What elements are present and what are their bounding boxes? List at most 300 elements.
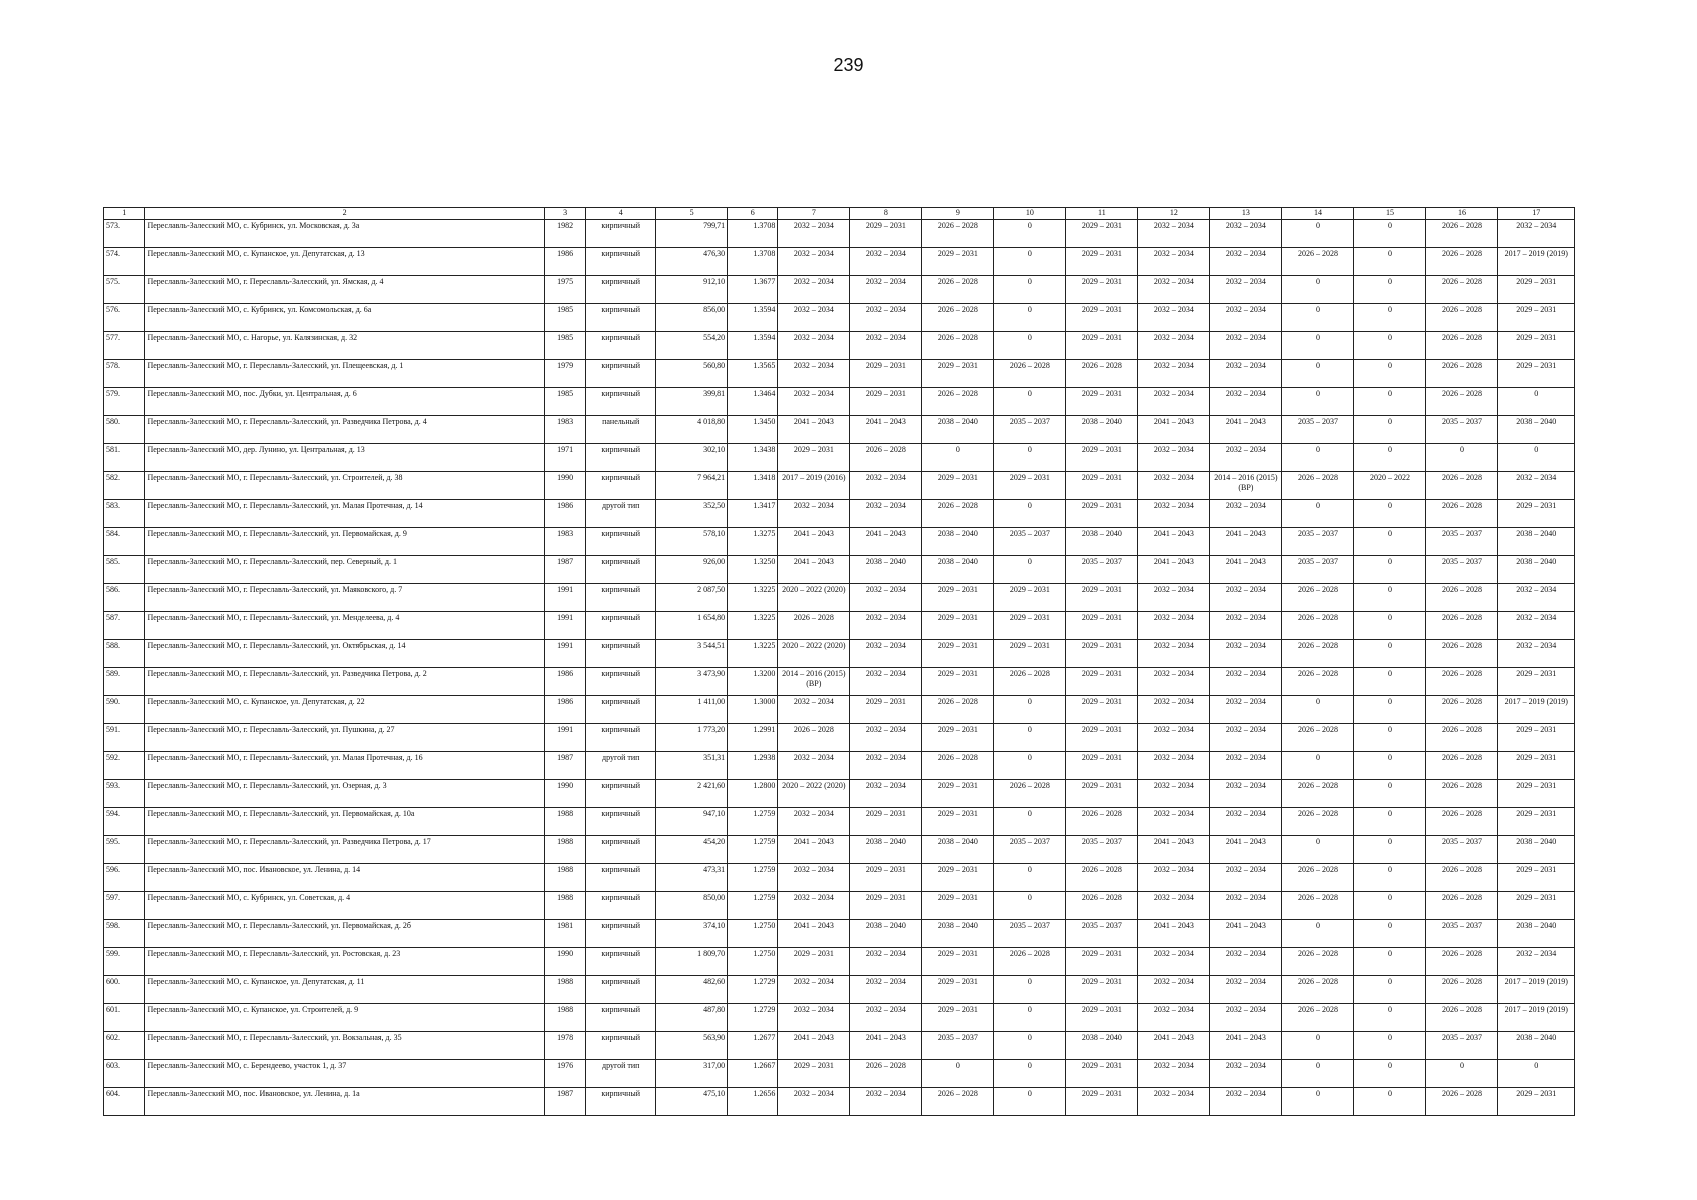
table-row (104, 584, 1575, 612)
table-cell: 2032 – 2034 (1210, 584, 1282, 612)
table-cell: 2014 – 2016 (2015) (ВР) (1210, 472, 1282, 500)
table-cell: 2026 – 2028 (1426, 248, 1498, 276)
table-cell: 596. (104, 864, 145, 892)
column-header: 14 (1282, 208, 1354, 220)
table-cell: 0 (1354, 1088, 1426, 1116)
table-cell: 2035 – 2037 (922, 1032, 994, 1060)
table-cell: 578. (104, 360, 145, 388)
table-cell: 2032 – 2034 (1498, 612, 1575, 640)
table-cell: 1.3250 (728, 556, 778, 584)
table-cell: 0 (994, 556, 1066, 584)
table-cell: 2026 – 2028 (1066, 864, 1138, 892)
table-cell: 2041 – 2043 (1210, 556, 1282, 584)
table-cell: 2029 – 2031 (850, 360, 922, 388)
table-cell: 1988 (544, 836, 585, 864)
table-cell: 473,31 (656, 864, 728, 892)
table-cell: 1986 (544, 696, 585, 724)
table-cell: 1.2750 (728, 948, 778, 976)
table-cell: 2032 – 2034 (1138, 1004, 1210, 1032)
table-cell: 2026 – 2028 (1282, 724, 1354, 752)
table-cell: 2032 – 2034 (1138, 276, 1210, 304)
table-cell: 2041 – 2043 (850, 1032, 922, 1060)
table-row (104, 1060, 1575, 1088)
table-cell: 0 (1282, 332, 1354, 360)
table-cell: 1979 (544, 360, 585, 388)
table-cell: Переславль-Залесский МО, г. Переславль-Залесский, ул. Ростовская, д. 23 (145, 948, 544, 976)
table-cell: 582. (104, 472, 145, 500)
table-cell: 1.2938 (728, 752, 778, 780)
table-cell: Переславль-Залесский МО, г. Переславль-Залесский, ул. Ямская, д. 4 (145, 276, 544, 304)
table-cell: Переславль-Залесский МО, г. Переславль-Залесский, ул. Разведчика Петрова, д. 2 (145, 668, 544, 696)
table-cell: 2029 – 2031 (1498, 724, 1575, 752)
table-row (104, 1088, 1575, 1116)
table-cell: 2026 – 2028 (1282, 892, 1354, 920)
table-cell: 399,81 (656, 388, 728, 416)
table-cell: 2032 – 2034 (1210, 1088, 1282, 1116)
table-cell: 2035 – 2037 (994, 416, 1066, 444)
table-cell: 352,50 (656, 500, 728, 528)
table-cell: 2026 – 2028 (1282, 612, 1354, 640)
table-cell: кирпичный (586, 444, 656, 472)
table-cell: 0 (1354, 276, 1426, 304)
table-row (104, 1032, 1575, 1060)
table-cell: 0 (1354, 220, 1426, 248)
column-header: 16 (1426, 208, 1498, 220)
table-cell: 2014 – 2016 (2015) (ВР) (778, 668, 850, 696)
table-cell: 2029 – 2031 (922, 948, 994, 976)
table-cell: кирпичный (586, 556, 656, 584)
table-cell: Переславль-Залесский МО, г. Переславль-Залесский, ул. Вокзальная, д. 35 (145, 1032, 544, 1060)
table-cell: 2026 – 2028 (1426, 668, 1498, 696)
table-cell: 2038 – 2040 (922, 920, 994, 948)
table-cell: 1.2759 (728, 864, 778, 892)
table-cell: 2029 – 2031 (922, 640, 994, 668)
table-cell: кирпичный (586, 332, 656, 360)
table-cell: кирпичный (586, 696, 656, 724)
table-cell: 7 964,21 (656, 472, 728, 500)
table-cell: Переславль-Залесский МО, г. Переславль-Залесский, ул. Плещеевская, д. 1 (145, 360, 544, 388)
table-cell: 2032 – 2034 (778, 332, 850, 360)
table-cell: 1982 (544, 220, 585, 248)
table-cell: 604. (104, 1088, 145, 1116)
table-cell: 3 544,51 (656, 640, 728, 668)
column-header: 2 (145, 208, 544, 220)
table-cell: 1 411,00 (656, 696, 728, 724)
table-cell: 585. (104, 556, 145, 584)
table-cell: 2032 – 2034 (850, 1088, 922, 1116)
table-cell: 2029 – 2031 (1066, 276, 1138, 304)
table-cell: 2029 – 2031 (922, 724, 994, 752)
table-cell: 2029 – 2031 (994, 612, 1066, 640)
table-cell: 2035 – 2037 (1426, 920, 1498, 948)
table-cell: 2035 – 2037 (1066, 920, 1138, 948)
table-cell: 2038 – 2040 (922, 836, 994, 864)
table-cell: 2026 – 2028 (994, 360, 1066, 388)
table-cell: 0 (1498, 444, 1575, 472)
table-cell: кирпичный (586, 304, 656, 332)
table-cell: 2041 – 2043 (778, 556, 850, 584)
table-cell: 2038 – 2040 (1066, 1032, 1138, 1060)
table-cell: 1 809,70 (656, 948, 728, 976)
table-cell: 2032 – 2034 (1210, 1060, 1282, 1088)
table-cell: 2032 – 2034 (850, 248, 922, 276)
table-cell: 0 (1282, 500, 1354, 528)
table-cell: 2032 – 2034 (1138, 892, 1210, 920)
column-header: 12 (1138, 208, 1210, 220)
table-cell: 2026 – 2028 (1426, 976, 1498, 1004)
table-cell: 2029 – 2031 (1066, 1004, 1138, 1032)
table-cell: 2029 – 2031 (1066, 976, 1138, 1004)
table-cell: 2032 – 2034 (1138, 220, 1210, 248)
table-cell: Переславль-Залесский МО, г. Переславль-Залесский, ул. Малая Протечная, д. 16 (145, 752, 544, 780)
table-cell: 573. (104, 220, 145, 248)
table-cell: 2 421,60 (656, 780, 728, 808)
table-cell: 1983 (544, 528, 585, 556)
table-cell: 2032 – 2034 (1138, 668, 1210, 696)
table-cell: 2029 – 2031 (850, 220, 922, 248)
table-cell: 2029 – 2031 (922, 780, 994, 808)
table-cell: 1.2750 (728, 920, 778, 948)
table-cell: Переславль-Залесский МО, с. Купанское, ул. Депутатская, д. 22 (145, 696, 544, 724)
table-cell: 2026 – 2028 (778, 612, 850, 640)
table-row (104, 808, 1575, 836)
table-cell: 581. (104, 444, 145, 472)
table-cell: 2026 – 2028 (778, 724, 850, 752)
table-cell: 1.2729 (728, 1004, 778, 1032)
table-cell: 2029 – 2031 (1066, 668, 1138, 696)
table-cell: 3 473,90 (656, 668, 728, 696)
table-cell: 2032 – 2034 (1138, 724, 1210, 752)
table-cell: кирпичный (586, 612, 656, 640)
table-cell: 2026 – 2028 (1066, 808, 1138, 836)
table-cell: Переславль-Залесский МО, с. Купанское, ул. Депутатская, д. 13 (145, 248, 544, 276)
table-cell: 2032 – 2034 (778, 976, 850, 1004)
table-cell: 0 (1354, 304, 1426, 332)
table-cell: 2041 – 2043 (1210, 836, 1282, 864)
table-cell: 1983 (544, 416, 585, 444)
table-cell: 0 (1354, 612, 1426, 640)
table-cell: 1 773,20 (656, 724, 728, 752)
table-cell: 2032 – 2034 (778, 388, 850, 416)
table-cell: 1.3225 (728, 584, 778, 612)
table-cell: 2026 – 2028 (1426, 360, 1498, 388)
table-cell: 2029 – 2031 (1066, 304, 1138, 332)
table-cell: 2026 – 2028 (1426, 304, 1498, 332)
table-cell: 2032 – 2034 (850, 668, 922, 696)
column-header: 15 (1354, 208, 1426, 220)
table-cell: 912,10 (656, 276, 728, 304)
table-cell: 850,00 (656, 892, 728, 920)
table-cell: 2017 – 2019 (2019) (1498, 696, 1575, 724)
table-cell: 2038 – 2040 (1498, 1032, 1575, 1060)
column-header: 13 (1210, 208, 1282, 220)
table-cell: 2029 – 2031 (850, 696, 922, 724)
table-cell: 2029 – 2031 (1066, 472, 1138, 500)
table-cell: 1.3565 (728, 360, 778, 388)
table-row (104, 444, 1575, 472)
table-cell: 2026 – 2028 (1426, 500, 1498, 528)
table-cell: 2032 – 2034 (850, 500, 922, 528)
table-cell: Переславль-Залесский МО, с. Кубринск, ул. Московская, д. 3а (145, 220, 544, 248)
table-cell: 2026 – 2028 (1282, 248, 1354, 276)
table-cell: 2029 – 2031 (922, 248, 994, 276)
table-cell: 598. (104, 920, 145, 948)
table-cell: 2032 – 2034 (778, 360, 850, 388)
table-cell: 2029 – 2031 (1066, 584, 1138, 612)
table-cell: 1986 (544, 668, 585, 696)
table-cell: Переславль-Залесский МО, г. Переславль-Залесский, ул. Разведчика Петрова, д. 4 (145, 416, 544, 444)
table-cell: 2029 – 2031 (1066, 388, 1138, 416)
table-cell: 2026 – 2028 (1426, 780, 1498, 808)
table-cell: 2032 – 2034 (778, 696, 850, 724)
table-cell: 2032 – 2034 (1210, 276, 1282, 304)
table-cell: 0 (994, 696, 1066, 724)
table-cell: 2032 – 2034 (1138, 1088, 1210, 1116)
table-row (104, 556, 1575, 584)
table-row (104, 780, 1575, 808)
table-cell: 2032 – 2034 (1138, 612, 1210, 640)
table-cell: 0 (1354, 388, 1426, 416)
table-cell: 0 (1426, 444, 1498, 472)
table-cell: 2032 – 2034 (1138, 640, 1210, 668)
table-cell: 2038 – 2040 (922, 556, 994, 584)
table-cell: 2032 – 2034 (1210, 612, 1282, 640)
table-cell: 2032 – 2034 (1210, 360, 1282, 388)
table-cell: 2038 – 2040 (1066, 416, 1138, 444)
table-cell: 2032 – 2034 (778, 500, 850, 528)
table-cell: 2029 – 2031 (1498, 332, 1575, 360)
table-cell: 1.3200 (728, 668, 778, 696)
table-cell: кирпичный (586, 360, 656, 388)
table-cell: 2029 – 2031 (922, 472, 994, 500)
table-cell: 0 (1354, 528, 1426, 556)
table-cell: 2032 – 2034 (1210, 444, 1282, 472)
table-cell: 2026 – 2028 (922, 696, 994, 724)
table-cell: Переславль-Залесский МО, г. Переславль-Залесский, ул. Первомайская, д. 9 (145, 528, 544, 556)
table-cell: 2029 – 2031 (850, 808, 922, 836)
table-cell: 0 (994, 976, 1066, 1004)
table-cell: 2032 – 2034 (1138, 304, 1210, 332)
table-cell: 2026 – 2028 (1426, 808, 1498, 836)
table-row (104, 220, 1575, 248)
table-cell: 1987 (544, 1088, 585, 1116)
table-cell: 2032 – 2034 (850, 276, 922, 304)
table-cell: Переславль-Залесский МО, с. Купанское, ул. Строителей, д. 9 (145, 1004, 544, 1032)
table-cell: 2026 – 2028 (1426, 220, 1498, 248)
table-cell: 2032 – 2034 (1210, 864, 1282, 892)
table-cell: 1991 (544, 640, 585, 668)
table-cell: кирпичный (586, 976, 656, 1004)
table-cell: 2038 – 2040 (922, 528, 994, 556)
table-row (104, 920, 1575, 948)
table-cell: 2026 – 2028 (1426, 948, 1498, 976)
table-cell: 2041 – 2043 (1210, 1032, 1282, 1060)
page-number: 239 (833, 55, 864, 75)
table-cell: 0 (1354, 948, 1426, 976)
table-cell: 594. (104, 808, 145, 836)
table-cell: 0 (1282, 696, 1354, 724)
table-cell: 476,30 (656, 248, 728, 276)
table-cell: 0 (1354, 332, 1426, 360)
table-cell: 2035 – 2037 (1426, 556, 1498, 584)
table-cell: 2032 – 2034 (1210, 892, 1282, 920)
table-cell: 1988 (544, 864, 585, 892)
table-cell: 2026 – 2028 (994, 780, 1066, 808)
table-cell: 1.2759 (728, 836, 778, 864)
table-row (104, 304, 1575, 332)
table-cell: 1.3225 (728, 640, 778, 668)
table-cell: 2032 – 2034 (850, 304, 922, 332)
table-row (104, 1004, 1575, 1032)
table-cell: 2035 – 2037 (1282, 528, 1354, 556)
table-cell: 590. (104, 696, 145, 724)
table-cell: 475,10 (656, 1088, 728, 1116)
table-cell: 0 (994, 276, 1066, 304)
table-row (104, 640, 1575, 668)
table-cell: 2029 – 2031 (1066, 332, 1138, 360)
table-cell: 2032 – 2034 (1498, 584, 1575, 612)
table-cell: 1.2729 (728, 976, 778, 1004)
table-cell: кирпичный (586, 584, 656, 612)
table-cell: 2035 – 2037 (1426, 528, 1498, 556)
table-cell: 947,10 (656, 808, 728, 836)
table-cell: 2032 – 2034 (778, 276, 850, 304)
table-cell: 351,31 (656, 752, 728, 780)
table-cell: 2029 – 2031 (922, 584, 994, 612)
table-cell: 2041 – 2043 (778, 1032, 850, 1060)
table-row (104, 612, 1575, 640)
table-cell: 2032 – 2034 (1138, 864, 1210, 892)
table-cell: 0 (1354, 444, 1426, 472)
table-cell: 2029 – 2031 (1066, 1060, 1138, 1088)
table-cell: 600. (104, 976, 145, 1004)
table-cell: 2032 – 2034 (1138, 696, 1210, 724)
table-cell: 0 (994, 332, 1066, 360)
table-cell: 2026 – 2028 (922, 332, 994, 360)
table-cell: 1988 (544, 976, 585, 1004)
table-cell: 588. (104, 640, 145, 668)
table-cell: 2026 – 2028 (1066, 892, 1138, 920)
table-cell: 1.2991 (728, 724, 778, 752)
table-cell: 2032 – 2034 (1138, 444, 1210, 472)
table-cell: 2041 – 2043 (1210, 528, 1282, 556)
table-cell: 2038 – 2040 (1498, 416, 1575, 444)
table-cell: 2029 – 2031 (1066, 780, 1138, 808)
table-cell: 2029 – 2031 (922, 1004, 994, 1032)
table-cell: 2032 – 2034 (778, 892, 850, 920)
table-cell: 2032 – 2034 (1210, 248, 1282, 276)
table-cell: 2035 – 2037 (1426, 416, 1498, 444)
table-row (104, 332, 1575, 360)
table-cell: 2026 – 2028 (1282, 472, 1354, 500)
table-cell: 2026 – 2028 (922, 1088, 994, 1116)
table-cell: 2041 – 2043 (1210, 416, 1282, 444)
table-cell: 2041 – 2043 (778, 920, 850, 948)
table-cell: 2029 – 2031 (1498, 668, 1575, 696)
table-cell: 595. (104, 836, 145, 864)
table-cell: 2026 – 2028 (922, 388, 994, 416)
table-cell: 2026 – 2028 (1426, 640, 1498, 668)
table-row (104, 500, 1575, 528)
table-cell: 586. (104, 584, 145, 612)
table-cell: 580. (104, 416, 145, 444)
table-cell: 0 (1282, 360, 1354, 388)
table-cell: кирпичный (586, 920, 656, 948)
table-cell: 1987 (544, 752, 585, 780)
table-cell: 0 (1282, 1060, 1354, 1088)
table-cell: 576. (104, 304, 145, 332)
table-cell: 2026 – 2028 (1426, 1088, 1498, 1116)
table-cell: 0 (1354, 836, 1426, 864)
table-cell: 2035 – 2037 (1282, 556, 1354, 584)
table-cell: 2029 – 2031 (994, 640, 1066, 668)
table-cell: 2041 – 2043 (778, 528, 850, 556)
table-cell: 577. (104, 332, 145, 360)
table-cell: 2032 – 2034 (1498, 220, 1575, 248)
table-cell: 2026 – 2028 (922, 500, 994, 528)
table-cell: 1991 (544, 612, 585, 640)
table-cell: 2041 – 2043 (1138, 528, 1210, 556)
table-cell: Переславль-Залесский МО, с. Кубринск, ул. Советская, д. 4 (145, 892, 544, 920)
table-cell: 2029 – 2031 (922, 668, 994, 696)
table-cell: 2032 – 2034 (1138, 948, 1210, 976)
table-cell: 2029 – 2031 (850, 864, 922, 892)
table-cell: 1975 (544, 276, 585, 304)
table-cell: 2032 – 2034 (850, 724, 922, 752)
table-cell: 0 (1354, 864, 1426, 892)
table-cell: 2032 – 2034 (1210, 948, 1282, 976)
table-cell: 2029 – 2031 (922, 864, 994, 892)
table-cell: 1987 (544, 556, 585, 584)
table-cell: 0 (1354, 668, 1426, 696)
table-cell: 2032 – 2034 (778, 752, 850, 780)
table-cell: 2032 – 2034 (1210, 220, 1282, 248)
table-cell: кирпичный (586, 1088, 656, 1116)
table-cell: 2032 – 2034 (1138, 976, 1210, 1004)
table-cell: Переславль-Залесский МО, г. Переславль-Залесский, пер. Северный, д. 1 (145, 556, 544, 584)
column-header: 7 (778, 208, 850, 220)
table-cell: 2029 – 2031 (1066, 220, 1138, 248)
table-cell: кирпичный (586, 836, 656, 864)
table-cell: 1.3275 (728, 528, 778, 556)
table-cell: Переславль-Залесский МО, г. Переславль-Залесский, ул. Строителей, д. 38 (145, 472, 544, 500)
table-cell: 2029 – 2031 (1066, 948, 1138, 976)
table-cell: 2029 – 2031 (778, 444, 850, 472)
table-cell: 0 (1354, 696, 1426, 724)
table-cell: 2032 – 2034 (778, 1088, 850, 1116)
table-cell: 2029 – 2031 (1066, 248, 1138, 276)
table-cell: 2041 – 2043 (1138, 920, 1210, 948)
table-cell: 2029 – 2031 (1066, 640, 1138, 668)
table-cell: 2032 – 2034 (778, 220, 850, 248)
table-cell: 2029 – 2031 (1498, 304, 1575, 332)
table-row (104, 248, 1575, 276)
table-cell: 2032 – 2034 (1138, 248, 1210, 276)
table-cell: Переславль-Залесский МО, г. Переславль-Залесский, ул. Пушкина, д. 27 (145, 724, 544, 752)
column-header: 8 (850, 208, 922, 220)
table-cell: кирпичный (586, 528, 656, 556)
table-cell: 1.3677 (728, 276, 778, 304)
table-cell: 0 (1426, 1060, 1498, 1088)
table-cell: 0 (1282, 836, 1354, 864)
table-row (104, 892, 1575, 920)
table-cell: 2029 – 2031 (1498, 892, 1575, 920)
table-cell: 0 (994, 500, 1066, 528)
table-cell: 2032 – 2034 (1210, 668, 1282, 696)
table-cell: Переславль-Залесский МО, с. Купанское, ул. Депутатская, д. 11 (145, 976, 544, 1004)
table-cell: 0 (994, 1032, 1066, 1060)
table-cell: 2032 – 2034 (778, 1004, 850, 1032)
